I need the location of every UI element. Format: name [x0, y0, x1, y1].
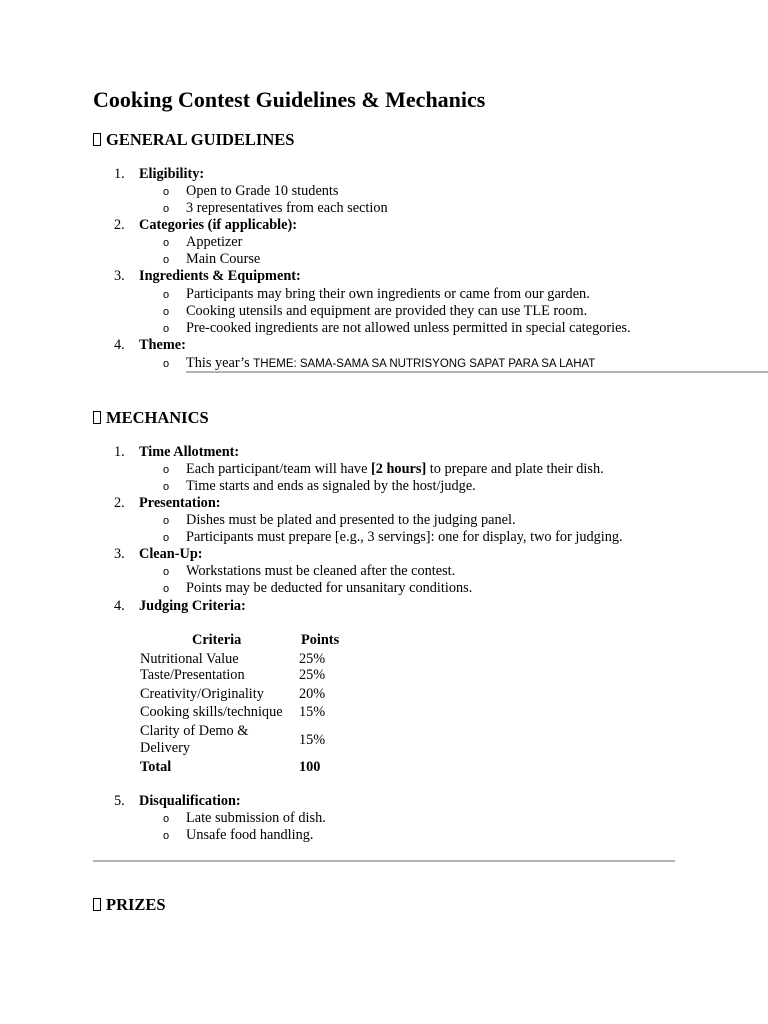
- list-number: 3.: [114, 546, 125, 562]
- time-text-pre: Each participant/team will have: [186, 461, 371, 477]
- disqualification-label: Disqualification:: [139, 793, 241, 809]
- section-divider: [93, 860, 675, 862]
- missing-glyph-icon: [93, 898, 101, 911]
- table-total-points: 100: [299, 759, 321, 775]
- ingredients-label: Ingredients & Equipment:: [139, 268, 301, 284]
- theme-prefix: This year’s: [186, 355, 254, 371]
- bullet-marker: o: [163, 306, 170, 318]
- table-cell-points: 15%: [299, 704, 326, 720]
- theme-divider: [186, 371, 768, 373]
- table-cell-criteria-cont: Delivery: [140, 740, 191, 756]
- table-header-points: Points: [301, 632, 340, 648]
- list-number: 1.: [114, 444, 125, 460]
- bullet-marker: o: [163, 323, 170, 335]
- bullet-marker: o: [163, 237, 170, 249]
- list-number: 2.: [114, 495, 125, 511]
- missing-glyph-icon: [93, 411, 101, 424]
- list-item: Cooking utensils and equipment are provided they can use TLE room.: [186, 303, 588, 319]
- list-item: Appetizer: [186, 234, 243, 250]
- time-duration: [2 hours]: [371, 461, 427, 477]
- list-item: Participants may bring their own ingredients or came from our garden.: [186, 286, 590, 302]
- table-cell-criteria: Taste/Presentation: [140, 667, 245, 683]
- list-item: Participants must prepare [e.g., 3 servings]: one for display, two for judging.: [186, 529, 623, 545]
- missing-glyph-icon: [93, 133, 101, 146]
- general-guidelines-heading-text: GENERAL GUIDELINES: [106, 130, 295, 149]
- list-item: Late submission of dish.: [186, 810, 326, 826]
- list-item: Points may be deducted for unsanitary conditions.: [186, 580, 473, 596]
- list-number: 4.: [114, 337, 125, 353]
- list-item: [186, 461, 604, 478]
- list-number: 3.: [114, 268, 125, 284]
- time-allotment-label: Time Allotment:: [139, 444, 240, 460]
- bullet-marker: o: [163, 515, 170, 527]
- list-item: Workstations must be cleaned after the contest.: [186, 563, 456, 579]
- table-cell-criteria: Clarity of Demo &: [140, 723, 249, 739]
- table-total-label: Total: [140, 759, 172, 775]
- bullet-marker: o: [163, 186, 170, 198]
- cleanup-label: Clean-Up:: [139, 546, 203, 562]
- bullet-marker: o: [163, 566, 170, 578]
- prizes-heading-text: PRIZES: [106, 895, 166, 914]
- document-title: Cooking Contest Guidelines & Mechanics: [93, 87, 486, 112]
- bullet-marker: o: [163, 583, 170, 595]
- general-guidelines-heading: [93, 130, 294, 150]
- table-cell-criteria: Creativity/Originality: [140, 686, 264, 702]
- list-number: 4.: [114, 598, 125, 614]
- bullet-marker: o: [163, 481, 170, 493]
- prizes-heading: [93, 895, 166, 915]
- bullet-marker: o: [163, 203, 170, 215]
- table-header-criteria: Criteria: [192, 632, 242, 648]
- mechanics-heading-text: MECHANICS: [106, 408, 209, 427]
- judging-criteria-label: Judging Criteria:: [139, 598, 246, 614]
- list-item: Unsafe food handling.: [186, 827, 314, 843]
- list-item: Open to Grade 10 students: [186, 183, 339, 199]
- bullet-marker: o: [163, 358, 170, 370]
- table-cell-criteria: Nutritional Value: [140, 651, 239, 667]
- bullet-marker: o: [163, 289, 170, 301]
- theme-label: Theme:: [139, 337, 186, 353]
- eligibility-label: Eligibility:: [139, 166, 205, 182]
- bullet-marker: o: [163, 464, 170, 476]
- list-number: 2.: [114, 217, 125, 233]
- bullet-marker: o: [163, 254, 170, 266]
- table-cell-criteria: Cooking skills/technique: [140, 704, 283, 720]
- table-cell-points: 15%: [299, 732, 326, 748]
- mechanics-heading: [93, 408, 209, 428]
- table-cell-points: 20%: [299, 686, 326, 702]
- bullet-marker: o: [163, 532, 170, 544]
- bullet-marker: o: [163, 830, 170, 842]
- list-item: Main Course: [186, 251, 261, 267]
- categories-label: Categories (if applicable):: [139, 217, 298, 233]
- list-item: 3 representatives from each section: [186, 200, 388, 216]
- time-text-post: to prepare and plate their dish.: [426, 461, 604, 477]
- bullet-marker: o: [163, 813, 170, 825]
- list-item: Dishes must be plated and presented to the judging panel.: [186, 512, 516, 528]
- list-item: Pre-cooked ingredients are not allowed unless permitted in special categories.: [186, 320, 631, 336]
- list-number: 5.: [114, 793, 125, 809]
- list-item: Time starts and ends as signaled by the host/judge.: [186, 478, 476, 494]
- table-cell-points: 25%: [299, 651, 326, 667]
- list-number: 1.: [114, 166, 125, 182]
- theme-text: THEME: SAMA-SAMA SA NUTRISYONG SAPAT PARA SA LAHAT: [253, 358, 596, 370]
- presentation-label: Presentation:: [139, 495, 221, 511]
- table-cell-points: 25%: [299, 667, 326, 683]
